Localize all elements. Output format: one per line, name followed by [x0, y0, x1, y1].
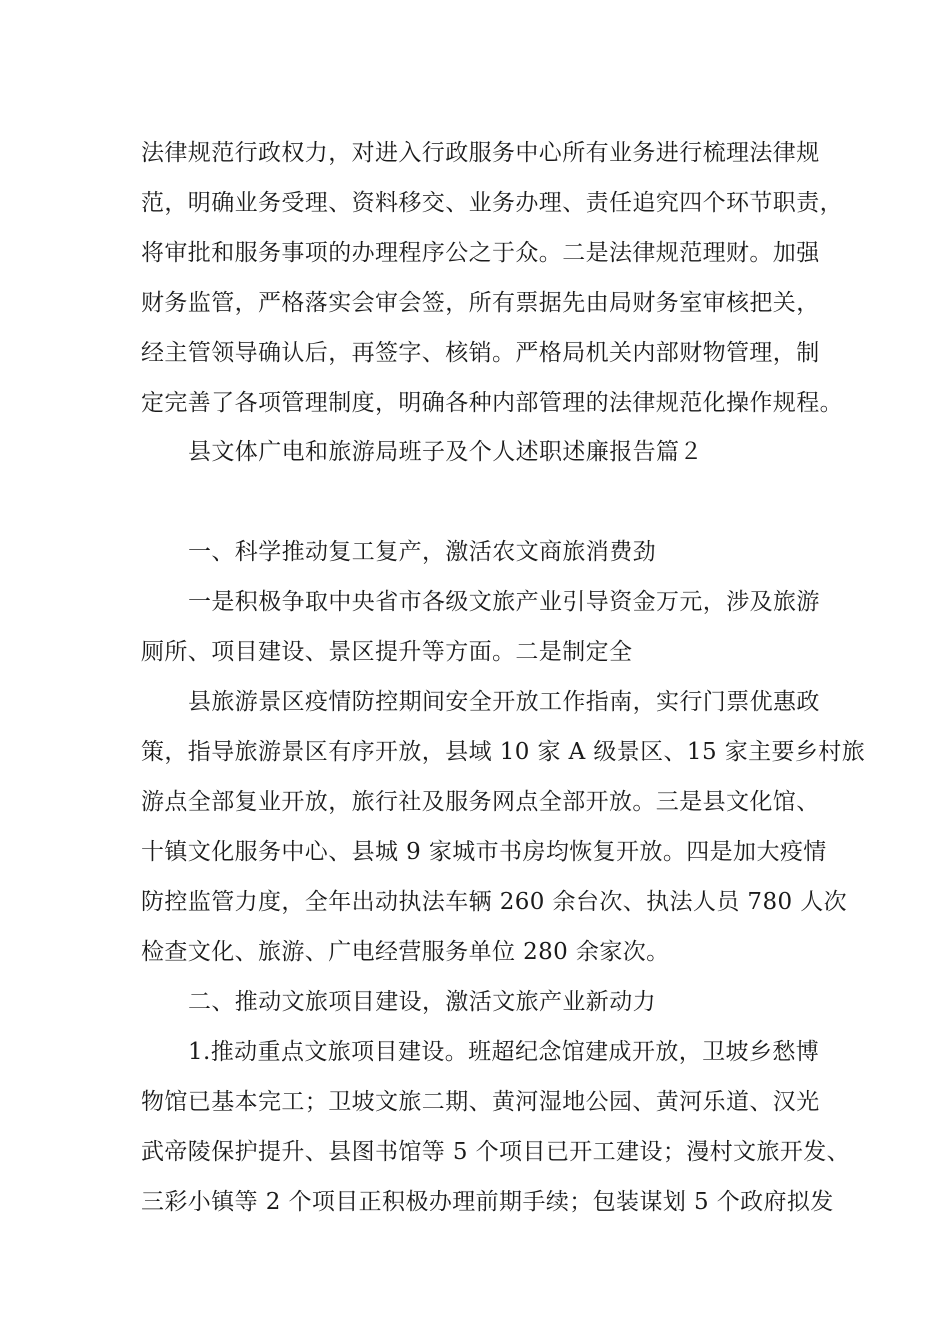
paragraph-line: 经主管领导确认后，再签字、核销。严格局机关内部财物管理，制	[141, 340, 820, 366]
paragraph-line: 法律规范行政权力，对进入行政服务中心所有业务进行梳理法律规	[141, 140, 820, 166]
paragraph-line: 厕所、项目建设、景区提升等方面。二是制定全	[141, 639, 633, 665]
paragraph-line: 武帝陵保护提升、县图书馆等 5 个项目已开工建设；漫村文旅开发、	[141, 1139, 851, 1165]
paragraph-line: 游点全部复业开放，旅行社及服务网点全部开放。三是县文化馆、	[141, 789, 820, 815]
paragraph-line: 1.推动重点文旅项目建设。班超纪念馆建成开放，卫坡乡愁博	[188, 1039, 820, 1065]
paragraph-line: 定完善了各项管理制度，明确各种内部管理的法律规范化操作规程。	[141, 390, 843, 416]
section-heading: 二、推动文旅项目建设，激活文旅产业新动力	[188, 989, 656, 1015]
paragraph-line: 范，明确业务受理、资料移交、业务办理、责任追究四个环节职责，	[141, 190, 843, 216]
paragraph-line: 检查文化、旅游、广电经营服务单位 280 余家次。	[141, 939, 670, 965]
paragraph-line: 财务监管，严格落实会审会签，所有票据先由局财务室审核把关，	[141, 290, 820, 316]
paragraph-line: 将审批和服务事项的办理程序公之于众。二是法律规范理财。加强	[141, 240, 820, 266]
paragraph-line: 一是积极争取中央省市各级文旅产业引导资金万元，涉及旅游	[188, 589, 820, 615]
paragraph-line: 物馆已基本完工；卫坡文旅二期、黄河湿地公园、黄河乐道、汉光	[141, 1089, 820, 1115]
paragraph-line: 策，指导旅游景区有序开放，县域 10 家 A 级景区、15 家主要乡村旅	[141, 739, 866, 765]
paragraph-line: 三彩小镇等 2 个项目正积极办理前期手续；包装谋划 5 个政府拟发	[141, 1189, 834, 1215]
section-heading: 一、科学推动复工复产，激活农文商旅消费劲	[188, 539, 656, 565]
paragraph-line: 十镇文化服务中心、县城 9 家城市书房均恢复开放。四是加大疫情	[141, 839, 827, 865]
section-title: 县文体广电和旅游局班子及个人述职述廉报告篇２	[188, 439, 703, 465]
paragraph-line: 县旅游景区疫情防控期间安全开放工作指南，实行门票优惠政	[188, 689, 820, 715]
paragraph-line: 防控监管力度，全年出动执法车辆 260 余台次、执法人员 780 人次	[141, 889, 848, 915]
